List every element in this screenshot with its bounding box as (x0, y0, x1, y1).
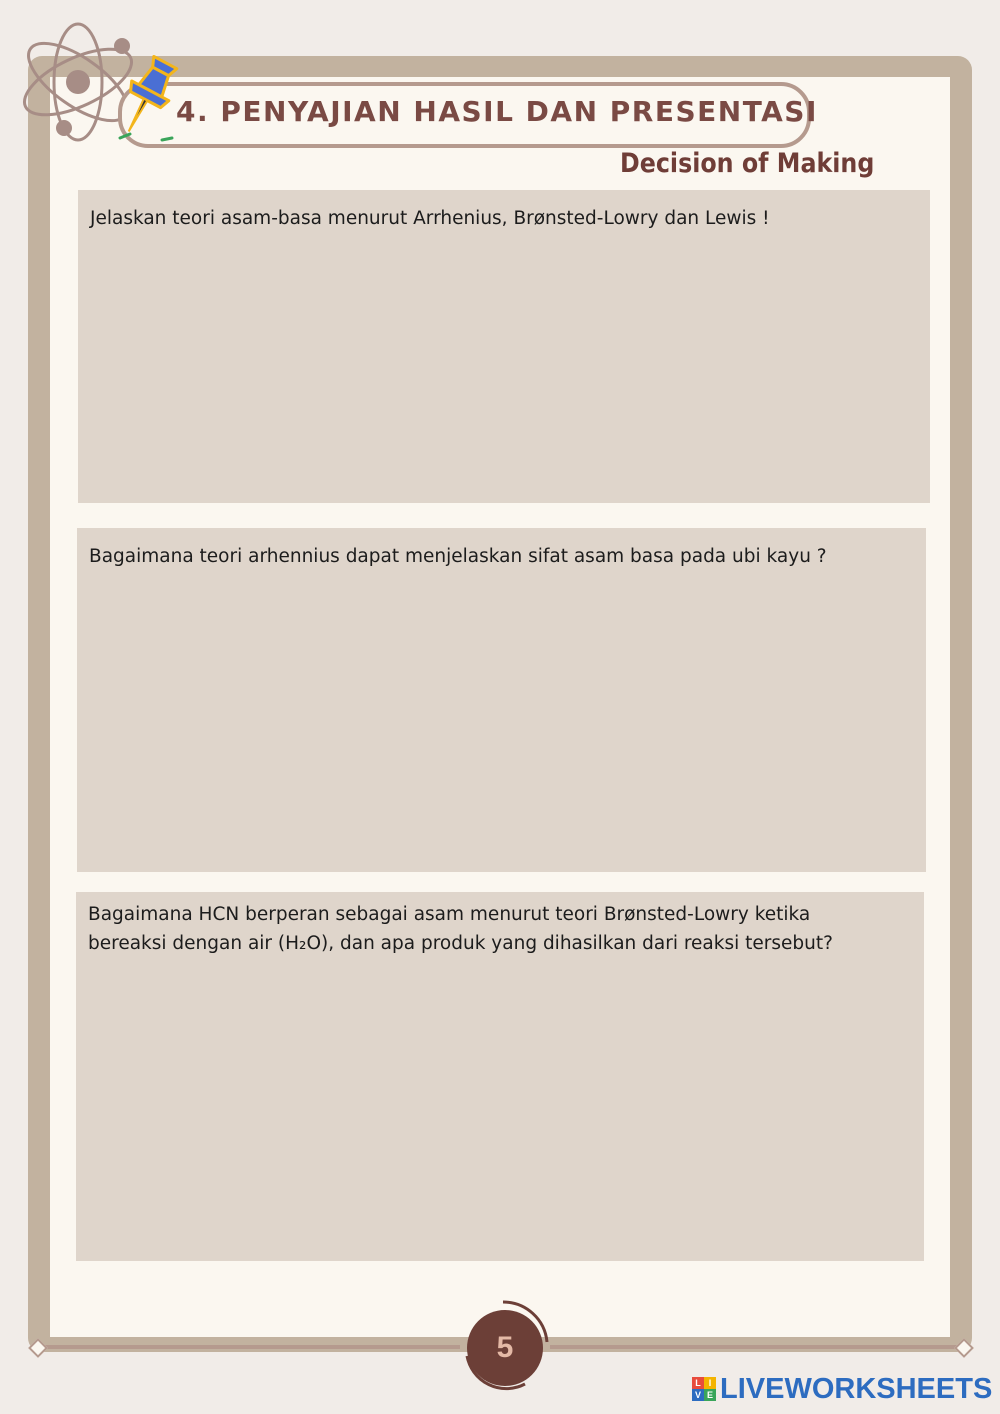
question-1-text: Jelaskan teori asam-basa menurut Arrhenius, Brønsted-Lowry dan Lewis ! (90, 208, 770, 229)
logo-letter-i: I (704, 1377, 716, 1389)
logo-letter-v: V (692, 1389, 704, 1401)
question-3-text: Bagaimana HCN berperan sebagai asam menurut teori Brønsted-Lowry ketika bereaksi dengan air (H₂O), dan apa produk yang dihasilkan dari reaksi tersebut? (88, 904, 833, 954)
answer-box-2[interactable] (77, 528, 926, 872)
answer-box-1[interactable] (78, 190, 930, 503)
pushpin-icon (112, 52, 182, 148)
liveworksheets-brand[interactable] (692, 1372, 992, 1406)
brand-name: LIVEWORKSHEETS (720, 1372, 993, 1405)
answer-box-3[interactable] (76, 892, 924, 1261)
logo-letter-l: L (692, 1377, 704, 1389)
logo-letter-e: E (704, 1389, 716, 1401)
footer-divider-right (550, 1345, 962, 1349)
page-number: 5 (467, 1310, 543, 1386)
page-title: 4. PENYAJIAN HASIL DAN PRESENTASI (176, 95, 818, 128)
page-subtitle: Decision of Making (620, 148, 875, 179)
liveworksheets-logo-icon (692, 1377, 716, 1401)
question-2-text: Bagaimana teori arhennius dapat menjelaskan sifat asam basa pada ubi kayu ? (89, 546, 827, 567)
footer-divider-left (40, 1345, 460, 1349)
